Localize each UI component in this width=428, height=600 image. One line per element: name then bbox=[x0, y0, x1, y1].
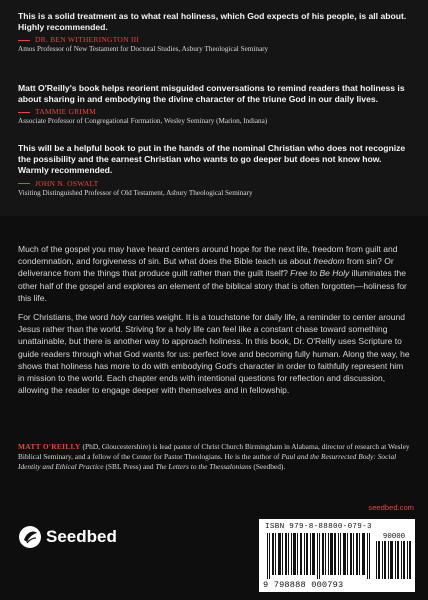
isbn-barcode bbox=[259, 519, 415, 592]
isbn-text: ISBN 979-8-88800-079-3 bbox=[265, 523, 372, 531]
dash-divider bbox=[18, 40, 30, 41]
description-paragraph-1: Much of the gospel you may have heard centers around hope for the next life, freedom from guilt and condemnation, and forgiveness of sin. But what does the Bible teach us about freedom from sin? Or deliverance from the things that produce guilt rather than the guilt itself? Free to Be Holy illuminates the other half of the gospel and explores an element of the biblical story that is often forgotten—holiness for this life. bbox=[18, 244, 407, 303]
barcode-digits: 9 798888 000793 bbox=[263, 580, 344, 590]
price-code: 90000 bbox=[382, 533, 406, 541]
endorsement-2 bbox=[18, 83, 412, 127]
seed-icon bbox=[18, 525, 42, 549]
description-paragraph-2: For Christians, the word holy carries weight. It is a touchstone for daily life, a reminder to center around Jesus rather than the world. Striving for a holy life can feel like a constant chase toward something unattainable, but there is another way to approach holiness. In this book, Dr. O'Reilly uses Scripture to guide readers through what God wants for us: perfect love and becoming fully human. Along the way, he shows that holiness has more to do with embodying God's character in order to faithfully represent him in mission to the world. Each chapter ends with intentional questions for reflection and discussion, allowing the reader to engage deeper with themselves and in fellowship. bbox=[18, 312, 410, 396]
endorser-name: DR. BEN WITHERINGTON III bbox=[18, 35, 412, 45]
addon-barcode-bars bbox=[376, 541, 412, 579]
endorsement-quote: This is a solid treatment as to what real holiness, which God expects of his people, is all about. Highly recommended. bbox=[18, 11, 407, 33]
endorser-title: Amos Professor of New Testament for Doctoral Studies, Asbury Theological Seminary bbox=[18, 45, 269, 54]
endorsements-section bbox=[0, 0, 428, 216]
publisher-url[interactable]: seedbed.com bbox=[368, 503, 414, 512]
publisher-logo-text: Seedbed bbox=[46, 527, 117, 546]
endorsement-quote: Matt O'Reilly's book helps reorient misguided conversations to remind readers that holiness is about sharing in and embodying the divine character of the triune God in our daily lives. bbox=[18, 83, 405, 105]
endorser-title: Visiting Distinguished Professor of Old Testament, Asbury Theological Seminary bbox=[18, 188, 253, 197]
endorsement-3 bbox=[18, 143, 412, 198]
barcode-bars bbox=[267, 533, 372, 579]
endorser-name: JOHN N. OSWALT bbox=[18, 179, 412, 189]
publisher-logo bbox=[18, 525, 138, 551]
author-name: MATT O'REILLY bbox=[18, 442, 81, 451]
endorsement-1 bbox=[18, 11, 412, 55]
endorser-name: TAMMIE GRIMM bbox=[18, 107, 412, 117]
endorsement-quote: This will be a helpful book to put in the hands of the nominal Christian who does not recognize the possibility and the earnest Christian who wants to go deeper but does not know how. Warmly recommended. bbox=[18, 143, 406, 176]
dash-divider bbox=[18, 112, 30, 113]
dash-divider bbox=[18, 183, 30, 184]
endorser-title: Associate Professor of Congregational Formation, Wesley Seminary (Marion, Indiana) bbox=[18, 117, 268, 126]
author-bio: MATT O'REILLY (PhD, Gloucestershire) is lead pastor of Christ Church Birmingham in Alabama, director of research at Wesley Biblical Seminary, and a fellow of the Center for Pastor Theologians. He is the author of Paul and the Resurrected Body: Social Identity and Ethical Practice (SBL Press) and The Letters to the Thessalonians (Seedbed). bbox=[18, 442, 410, 472]
